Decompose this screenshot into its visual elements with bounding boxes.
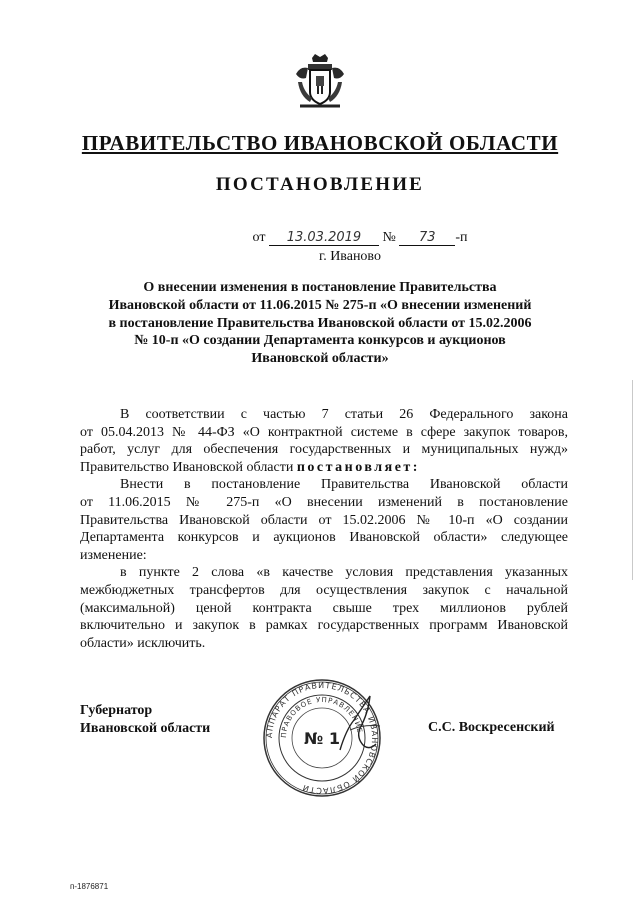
body-line: области» исключить. <box>80 635 206 651</box>
signatory-name: С.С. Воскресенский <box>428 720 555 735</box>
body-line <box>80 459 568 477</box>
body-line: Правительства Ивановской области от 15.02.2006 № 10-п «О создании <box>80 512 568 528</box>
subject-line: № 10-п «О создании Департамента конкурсов и аукционов <box>134 333 506 349</box>
number-suffix: -п <box>455 230 468 245</box>
body-line: в пункте 2 слова «в качестве условия представления указанных <box>120 565 568 581</box>
signatory-title-line: Ивановской области <box>80 721 211 736</box>
resolves-word: постановляет: <box>296 459 420 475</box>
signatory-title <box>80 702 210 738</box>
body-line: изменение: <box>80 547 147 563</box>
stamp-inner-text: ПРАВОВОЕ УПРАВЛЕНИЕ <box>279 695 364 739</box>
signatory-title-line: Губернатор <box>80 703 153 718</box>
body-line: (максимальной) ценой контракта свыше трех миллионов рублей <box>80 600 568 616</box>
scan-edge-divider <box>632 380 633 580</box>
coat-of-arms-icon <box>290 52 350 112</box>
document-date: 13.03.2019 <box>269 230 379 246</box>
signature-scribble-icon <box>330 690 390 760</box>
body-line: Внести в постановление Правительства Ивановской области <box>120 477 568 493</box>
number-sign: № <box>382 230 396 245</box>
body-line: межбюджетных трансфертов для осуществления закупок с начальной <box>80 582 568 598</box>
body-line: В соответствии с частью 7 статьи 26 Федерального закона <box>120 407 568 422</box>
government-title: ПРАВИТЕЛЬСТВО ИВАНОВСКОЙ ОБЛАСТИ <box>81 131 559 155</box>
body-line-text: Правительство Ивановской области <box>80 459 294 475</box>
document-number: 73 <box>399 230 455 246</box>
subject-line: Ивановской области» <box>251 351 389 367</box>
subject-line: О внесении изменения в постановление Правительства <box>143 280 497 295</box>
stamp-outer-text: АППАРАТ ПРАВИТЕЛЬСТВА ИВАНОВСКОЙ ОБЛАСТИ <box>264 680 380 796</box>
date-prefix: от <box>252 230 266 245</box>
document-subject <box>80 279 560 368</box>
body-line: от 05.04.2013 № 44-ФЗ «О контрактной системе в сфере закупок товаров, <box>80 424 568 440</box>
city: г. Иваново <box>319 249 381 264</box>
body-line: от 11.06.2015 № 275-п «О внесении изменений в постановление <box>80 494 568 510</box>
footer-code: п-1876871 <box>70 882 109 891</box>
document-type-title: ПОСТАНОВЛЕНИЕ <box>215 174 425 195</box>
subject-line: в постановление Правительства Ивановской области от 15.02.2006 <box>108 315 532 331</box>
body-line: работ, услуг для обеспечения государственных и муниципальных нужд» <box>80 442 568 458</box>
subject-line: Ивановской области от 11.06.2015 № 275-п «О внесении изменений <box>108 297 532 313</box>
body-line: включительно и закупок в рамках государственных программ Ивановской <box>80 618 568 634</box>
date-number-line <box>40 230 640 246</box>
body-line: Департамента конкурсов и аукционов Ивановской области» следующее <box>80 530 568 546</box>
document-body <box>80 406 568 652</box>
stamp-number: № 1 <box>304 729 340 748</box>
